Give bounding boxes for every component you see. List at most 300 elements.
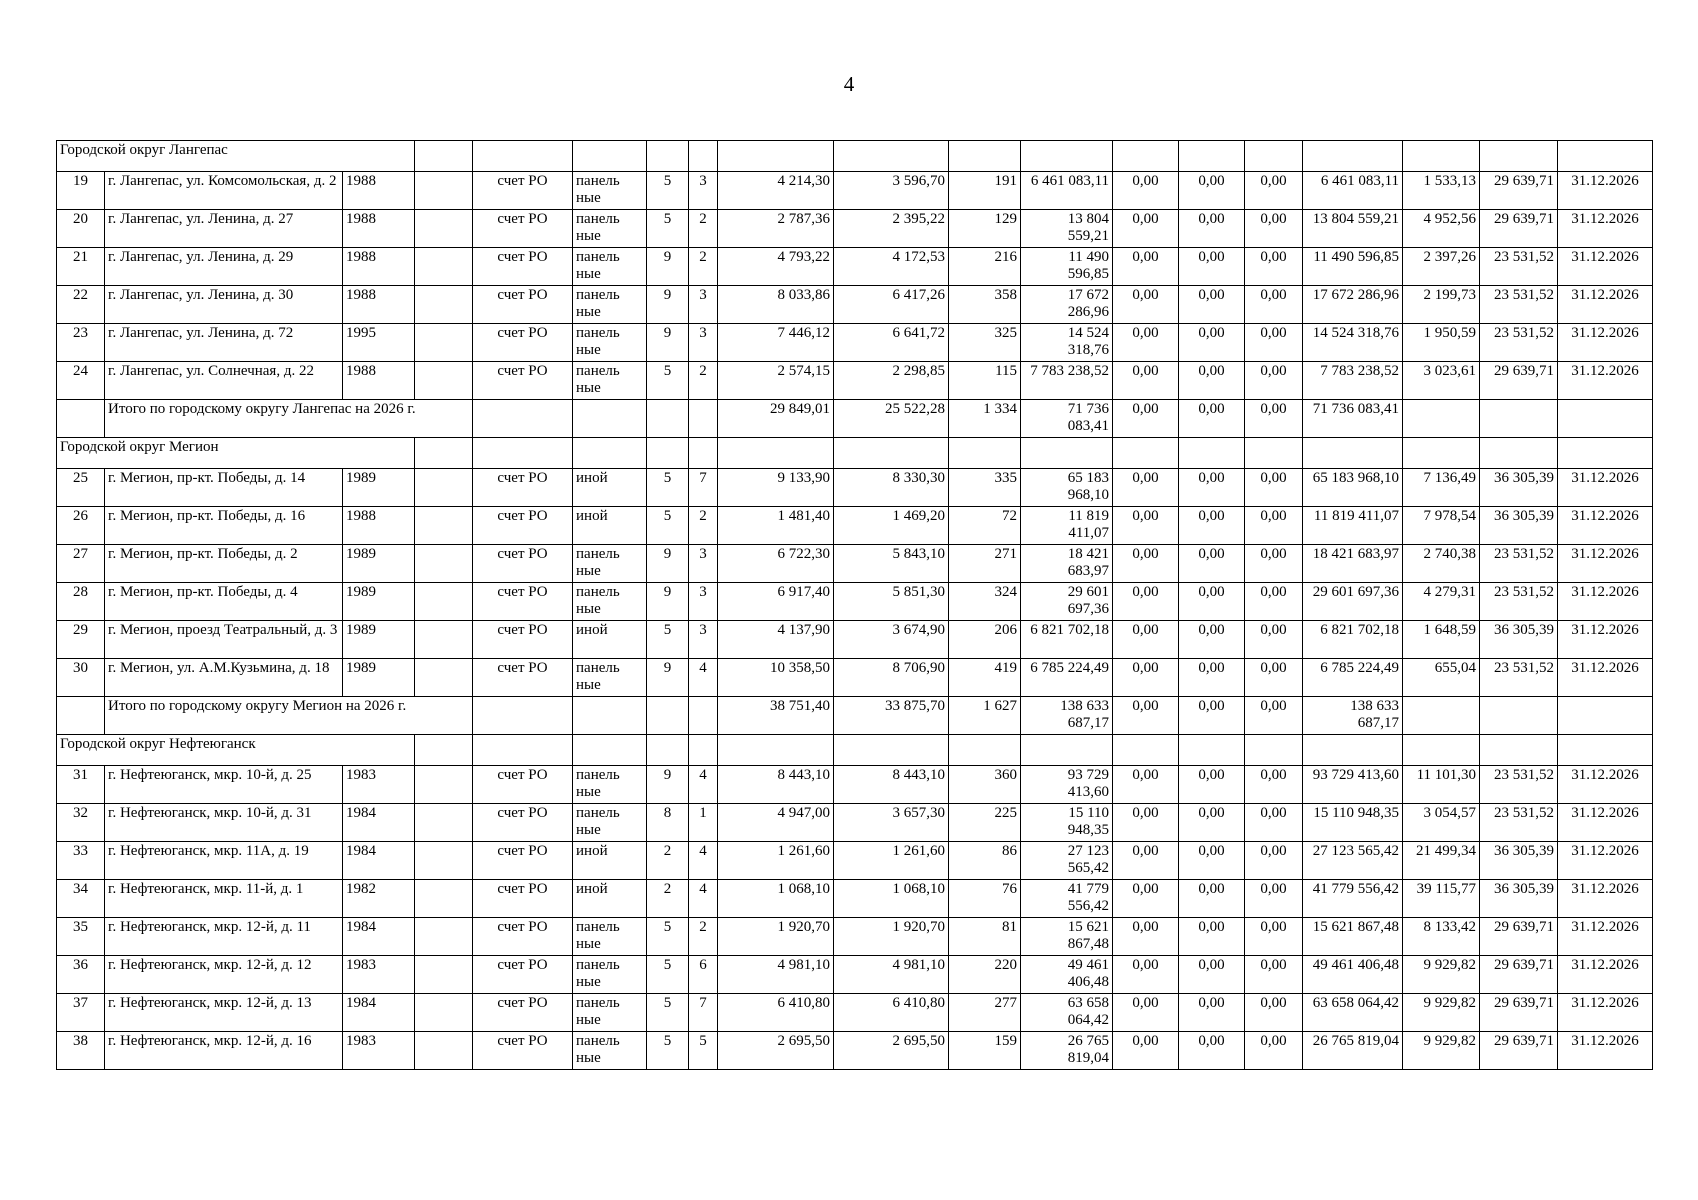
build-year-cell: 1984 [343, 994, 415, 1032]
total-cost-cell: 18 421 683,97 [1021, 545, 1113, 583]
funding-1-cell: 0,00 [1113, 286, 1179, 324]
floors-count-cell: 5 [647, 994, 689, 1032]
table-row [57, 210, 1653, 248]
funding-1-cell: 0,00 [1113, 1032, 1179, 1070]
table-row [57, 324, 1653, 362]
deadline-date-cell: 31.12.2026 [1558, 1032, 1653, 1070]
residents-count-cell: 129 [949, 210, 1021, 248]
table-row [57, 545, 1653, 583]
living-area-cell: 8 330,30 [834, 469, 949, 507]
funding-1-cell: 0,00 [1113, 804, 1179, 842]
living-area-cell: 6 641,72 [834, 324, 949, 362]
deadline-date-cell: 31.12.2026 [1558, 545, 1653, 583]
empty-cell [57, 400, 105, 438]
blank-cell-cell [415, 766, 473, 804]
wall-material-cell: иной [573, 880, 647, 918]
empty-cell [473, 697, 573, 735]
blank-cell-cell [415, 507, 473, 545]
total-cost-cell: 6 461 083,11 [1021, 172, 1113, 210]
living-area-cell: 2 395,22 [834, 210, 949, 248]
build-year-cell: 1988 [343, 362, 415, 400]
funding-1-cell: 0,00 [1113, 880, 1179, 918]
address-cell: г. Лангепас, ул. Солнечная, д. 22 [105, 362, 343, 400]
living-area-cell: 1 068,10 [834, 880, 949, 918]
empty-cell [1403, 400, 1480, 438]
build-year-cell: 1984 [343, 918, 415, 956]
blank-cell-cell [415, 324, 473, 362]
wall-material-cell: панель ные [573, 1032, 647, 1070]
total-area-cell: 4 137,90 [718, 621, 834, 659]
wall-material-cell: панель ные [573, 583, 647, 621]
funding-3-cell: 0,00 [1245, 621, 1303, 659]
funding-3-cell: 0,00 [1245, 918, 1303, 956]
row-number-cell: 25 [57, 469, 105, 507]
row-number-cell: 38 [57, 1032, 105, 1070]
wall-material-cell: панель ные [573, 918, 647, 956]
total-label: Итого по городскому округу Лангепас на 2026 г. [105, 400, 473, 438]
funding-3-cell: 0,00 [1245, 324, 1303, 362]
max-unit-cost-cell: 23 531,52 [1480, 324, 1558, 362]
table-row [57, 248, 1653, 286]
funding-3-cell: 0,00 [1245, 1032, 1303, 1070]
address-cell: г. Мегион, пр-кт. Победы, д. 2 [105, 545, 343, 583]
empty-cell [1179, 438, 1245, 469]
funding-3-cell: 0,00 [1245, 545, 1303, 583]
row-number-cell: 37 [57, 994, 105, 1032]
empty-cell [949, 438, 1021, 469]
deadline-date-cell: 31.12.2026 [1558, 804, 1653, 842]
funding-2-total-cell: 0,00 [1179, 697, 1245, 735]
total-area-cell: 4 214,30 [718, 172, 834, 210]
group-title: Городской округ Мегион [57, 438, 415, 469]
unit-cost-cell: 7 136,49 [1403, 469, 1480, 507]
funding-owners-cell: 15 621 867,48 [1303, 918, 1403, 956]
empty-cell [1179, 141, 1245, 172]
empty-cell [415, 438, 473, 469]
empty-cell [473, 141, 573, 172]
empty-cell [689, 697, 718, 735]
total-cost-cell: 26 765 819,04 [1021, 1032, 1113, 1070]
deadline-date-cell: 31.12.2026 [1558, 956, 1653, 994]
address-cell: г. Нефтеюганск, мкр. 12-й, д. 13 [105, 994, 343, 1032]
total-cost-cell: 41 779 556,42 [1021, 880, 1113, 918]
funding-1-cell: 0,00 [1113, 210, 1179, 248]
empty-cell [1113, 141, 1179, 172]
deadline-date-cell: 31.12.2026 [1558, 583, 1653, 621]
funding-1-cell: 0,00 [1113, 507, 1179, 545]
funding-owners-cell: 27 123 565,42 [1303, 842, 1403, 880]
housing-registry-table [56, 140, 1653, 1070]
address-cell: г. Нефтеюганск, мкр. 10-й, д. 31 [105, 804, 343, 842]
blank-cell-cell [415, 842, 473, 880]
group-total-row [57, 400, 1653, 438]
funding-owners-cell: 11 819 411,07 [1303, 507, 1403, 545]
fund-method-cell: счет РО [473, 583, 573, 621]
build-year-cell: 1995 [343, 324, 415, 362]
max-unit-cost-cell: 23 531,52 [1480, 248, 1558, 286]
empty-cell [573, 697, 647, 735]
empty-cell [647, 141, 689, 172]
living-area-cell: 1 261,60 [834, 842, 949, 880]
entrances-count-cell: 3 [689, 583, 718, 621]
floors-count-cell: 5 [647, 507, 689, 545]
funding-2-cell: 0,00 [1179, 1032, 1245, 1070]
empty-cell [1403, 697, 1480, 735]
group-title: Городской округ Лангепас [57, 141, 415, 172]
unit-cost-cell: 2 199,73 [1403, 286, 1480, 324]
blank-cell-cell [415, 469, 473, 507]
blank-cell-cell [415, 621, 473, 659]
floors-count-cell: 2 [647, 842, 689, 880]
empty-cell [1245, 735, 1303, 766]
total-area-cell: 6 722,30 [718, 545, 834, 583]
entrances-count-cell: 2 [689, 362, 718, 400]
row-number-cell: 34 [57, 880, 105, 918]
residents-count-cell: 159 [949, 1032, 1021, 1070]
funding-3-cell: 0,00 [1245, 842, 1303, 880]
blank-cell-cell [415, 994, 473, 1032]
residents-count-cell: 271 [949, 545, 1021, 583]
funding-2-cell: 0,00 [1179, 621, 1245, 659]
living-area-cell: 1 920,70 [834, 918, 949, 956]
build-year-cell: 1989 [343, 583, 415, 621]
fund-method-cell: счет РО [473, 172, 573, 210]
empty-cell [1021, 141, 1113, 172]
empty-cell [1303, 141, 1403, 172]
registry-body [57, 141, 1653, 1070]
deadline-date-cell: 31.12.2026 [1558, 994, 1653, 1032]
living-area-cell: 3 657,30 [834, 804, 949, 842]
deadline-date-cell: 31.12.2026 [1558, 880, 1653, 918]
table-row [57, 469, 1653, 507]
funding-owners-cell: 65 183 968,10 [1303, 469, 1403, 507]
row-number-cell: 27 [57, 545, 105, 583]
empty-cell [949, 735, 1021, 766]
living-area-cell: 5 843,10 [834, 545, 949, 583]
total-area-cell: 6 410,80 [718, 994, 834, 1032]
empty-cell [1558, 400, 1653, 438]
empty-cell [689, 735, 718, 766]
max-unit-cost-cell: 36 305,39 [1480, 507, 1558, 545]
total-area-cell: 10 358,50 [718, 659, 834, 697]
residents-count-cell: 206 [949, 621, 1021, 659]
entrances-count-cell: 4 [689, 842, 718, 880]
total-area-cell: 1 068,10 [718, 880, 834, 918]
wall-material-cell: панель ные [573, 994, 647, 1032]
deadline-date-cell: 31.12.2026 [1558, 842, 1653, 880]
empty-cell [647, 400, 689, 438]
fund-method-cell: счет РО [473, 766, 573, 804]
blank-cell-cell [415, 286, 473, 324]
blank-cell-cell [415, 172, 473, 210]
max-unit-cost-cell: 29 639,71 [1480, 994, 1558, 1032]
entrances-count-cell: 2 [689, 248, 718, 286]
empty-cell [647, 697, 689, 735]
entrances-count-cell: 5 [689, 1032, 718, 1070]
blank-cell-cell [415, 918, 473, 956]
max-unit-cost-cell: 29 639,71 [1480, 918, 1558, 956]
build-year-cell: 1982 [343, 880, 415, 918]
total-area-cell: 8 443,10 [718, 766, 834, 804]
address-cell: г. Нефтеюганск, мкр. 12-й, д. 11 [105, 918, 343, 956]
blank-cell-cell [415, 804, 473, 842]
floors-count-cell: 9 [647, 545, 689, 583]
funding-3-cell: 0,00 [1245, 583, 1303, 621]
funding-owners-cell: 17 672 286,96 [1303, 286, 1403, 324]
empty-cell [573, 141, 647, 172]
address-cell: г. Мегион, ул. А.М.Кузьмина, д. 18 [105, 659, 343, 697]
table-row [57, 956, 1653, 994]
residents-count-cell: 76 [949, 880, 1021, 918]
empty-cell [718, 141, 834, 172]
empty-cell [473, 400, 573, 438]
residents-count-cell: 81 [949, 918, 1021, 956]
blank-cell-cell [415, 210, 473, 248]
entrances-count-cell: 4 [689, 880, 718, 918]
funding-1-cell: 0,00 [1113, 362, 1179, 400]
funding-owners-cell: 41 779 556,42 [1303, 880, 1403, 918]
funding-1-cell: 0,00 [1113, 469, 1179, 507]
fund-method-cell: счет РО [473, 994, 573, 1032]
wall-material-cell: панель ные [573, 659, 647, 697]
total-cost-cell: 14 524 318,76 [1021, 324, 1113, 362]
deadline-date-cell: 31.12.2026 [1558, 210, 1653, 248]
empty-cell [1480, 735, 1558, 766]
funding-2-cell: 0,00 [1179, 545, 1245, 583]
unit-cost-cell: 1 648,59 [1403, 621, 1480, 659]
empty-cell [1403, 438, 1480, 469]
deadline-date-cell: 31.12.2026 [1558, 621, 1653, 659]
empty-cell [647, 438, 689, 469]
empty-cell [1480, 400, 1558, 438]
row-number-cell: 36 [57, 956, 105, 994]
funding-2-cell: 0,00 [1179, 956, 1245, 994]
unit-cost-cell: 2 740,38 [1403, 545, 1480, 583]
floors-count-cell: 9 [647, 248, 689, 286]
empty-cell [1245, 438, 1303, 469]
empty-cell [718, 438, 834, 469]
residents-count-cell: 72 [949, 507, 1021, 545]
total-area-cell: 2 574,15 [718, 362, 834, 400]
table-row [57, 362, 1653, 400]
funding-3-cell: 0,00 [1245, 507, 1303, 545]
total-area-cell: 6 917,40 [718, 583, 834, 621]
address-cell: г. Лангепас, ул. Комсомольская, д. 2 [105, 172, 343, 210]
residents-count-cell: 220 [949, 956, 1021, 994]
max-unit-cost-cell: 23 531,52 [1480, 545, 1558, 583]
funding-owners-cell: 15 110 948,35 [1303, 804, 1403, 842]
build-year-cell: 1988 [343, 248, 415, 286]
fund-method-cell: счет РО [473, 286, 573, 324]
deadline-date-cell: 31.12.2026 [1558, 286, 1653, 324]
max-unit-cost-cell: 23 531,52 [1480, 583, 1558, 621]
funding-2-cell: 0,00 [1179, 583, 1245, 621]
build-year-cell: 1989 [343, 621, 415, 659]
living-area-cell: 4 981,10 [834, 956, 949, 994]
empty-cell [834, 141, 949, 172]
wall-material-cell: иной [573, 507, 647, 545]
unit-cost-cell: 9 929,82 [1403, 994, 1480, 1032]
empty-cell [573, 735, 647, 766]
build-year-cell: 1989 [343, 659, 415, 697]
fund-method-cell: счет РО [473, 918, 573, 956]
funding-1-cell: 0,00 [1113, 994, 1179, 1032]
living-area-cell: 6 417,26 [834, 286, 949, 324]
unit-cost-cell: 7 978,54 [1403, 507, 1480, 545]
floors-count-cell: 5 [647, 210, 689, 248]
funding-2-cell: 0,00 [1179, 918, 1245, 956]
table-row [57, 583, 1653, 621]
residents-count-total-cell: 1 627 [949, 697, 1021, 735]
living-area-cell: 4 172,53 [834, 248, 949, 286]
funding-3-cell: 0,00 [1245, 956, 1303, 994]
deadline-date-cell: 31.12.2026 [1558, 918, 1653, 956]
total-cost-cell: 6 821 702,18 [1021, 621, 1113, 659]
funding-2-cell: 0,00 [1179, 469, 1245, 507]
total-cost-cell: 65 183 968,10 [1021, 469, 1113, 507]
residents-count-cell: 191 [949, 172, 1021, 210]
wall-material-cell: панель ные [573, 324, 647, 362]
page-number: 4 [843, 72, 855, 96]
total-cost-cell: 11 819 411,07 [1021, 507, 1113, 545]
empty-cell [1303, 438, 1403, 469]
row-number-cell: 26 [57, 507, 105, 545]
funding-1-total-cell: 0,00 [1113, 400, 1179, 438]
total-area-cell: 4 793,22 [718, 248, 834, 286]
deadline-date-cell: 31.12.2026 [1558, 659, 1653, 697]
total-area-total-cell: 38 751,40 [718, 697, 834, 735]
funding-owners-cell: 18 421 683,97 [1303, 545, 1403, 583]
group-header-row [57, 438, 1653, 469]
entrances-count-cell: 2 [689, 210, 718, 248]
funding-2-total-cell: 0,00 [1179, 400, 1245, 438]
living-area-cell: 8 443,10 [834, 766, 949, 804]
empty-cell [834, 735, 949, 766]
entrances-count-cell: 4 [689, 766, 718, 804]
deadline-date-cell: 31.12.2026 [1558, 766, 1653, 804]
empty-cell [573, 400, 647, 438]
entrances-count-cell: 1 [689, 804, 718, 842]
funding-owners-cell: 26 765 819,04 [1303, 1032, 1403, 1070]
entrances-count-cell: 3 [689, 172, 718, 210]
unit-cost-cell: 9 929,82 [1403, 1032, 1480, 1070]
blank-cell-cell [415, 880, 473, 918]
total-cost-cell: 6 785 224,49 [1021, 659, 1113, 697]
residents-count-cell: 419 [949, 659, 1021, 697]
empty-cell [1480, 141, 1558, 172]
blank-cell-cell [415, 362, 473, 400]
table-row [57, 842, 1653, 880]
funding-1-total-cell: 0,00 [1113, 697, 1179, 735]
residents-count-cell: 324 [949, 583, 1021, 621]
entrances-count-cell: 6 [689, 956, 718, 994]
empty-cell [949, 141, 1021, 172]
address-cell: г. Мегион, пр-кт. Победы, д. 14 [105, 469, 343, 507]
row-number-cell: 31 [57, 766, 105, 804]
entrances-count-cell: 4 [689, 659, 718, 697]
unit-cost-cell: 21 499,34 [1403, 842, 1480, 880]
residents-count-cell: 277 [949, 994, 1021, 1032]
funding-2-cell: 0,00 [1179, 507, 1245, 545]
build-year-cell: 1983 [343, 766, 415, 804]
fund-method-cell: счет РО [473, 956, 573, 994]
residents-count-cell: 115 [949, 362, 1021, 400]
address-cell: г. Лангепас, ул. Ленина, д. 29 [105, 248, 343, 286]
floors-count-cell: 9 [647, 583, 689, 621]
total-area-cell: 7 446,12 [718, 324, 834, 362]
entrances-count-cell: 7 [689, 994, 718, 1032]
wall-material-cell: панель ные [573, 545, 647, 583]
row-number-cell: 20 [57, 210, 105, 248]
total-cost-cell: 13 804 559,21 [1021, 210, 1113, 248]
group-header-row [57, 735, 1653, 766]
total-cost-cell: 11 490 596,85 [1021, 248, 1113, 286]
table-row [57, 286, 1653, 324]
max-unit-cost-cell: 23 531,52 [1480, 659, 1558, 697]
blank-cell-cell [415, 659, 473, 697]
funding-2-cell: 0,00 [1179, 248, 1245, 286]
empty-cell [1179, 735, 1245, 766]
residents-count-cell: 216 [949, 248, 1021, 286]
funding-owners-total-cell: 71 736 083,41 [1303, 400, 1403, 438]
funding-owners-cell: 11 490 596,85 [1303, 248, 1403, 286]
row-number-cell: 22 [57, 286, 105, 324]
living-area-cell: 3 596,70 [834, 172, 949, 210]
funding-1-cell: 0,00 [1113, 918, 1179, 956]
floors-count-cell: 5 [647, 469, 689, 507]
funding-2-cell: 0,00 [1179, 172, 1245, 210]
empty-cell [573, 438, 647, 469]
funding-2-cell: 0,00 [1179, 880, 1245, 918]
table-row [57, 659, 1653, 697]
max-unit-cost-cell: 29 639,71 [1480, 210, 1558, 248]
build-year-cell: 1983 [343, 1032, 415, 1070]
funding-1-cell: 0,00 [1113, 659, 1179, 697]
funding-3-cell: 0,00 [1245, 210, 1303, 248]
residents-count-cell: 335 [949, 469, 1021, 507]
entrances-count-cell: 7 [689, 469, 718, 507]
funding-1-cell: 0,00 [1113, 583, 1179, 621]
funding-3-cell: 0,00 [1245, 286, 1303, 324]
funding-3-cell: 0,00 [1245, 172, 1303, 210]
entrances-count-cell: 3 [689, 621, 718, 659]
fund-method-cell: счет РО [473, 545, 573, 583]
empty-cell [1245, 141, 1303, 172]
funding-2-cell: 0,00 [1179, 766, 1245, 804]
total-cost-cell: 27 123 565,42 [1021, 842, 1113, 880]
row-number-cell: 32 [57, 804, 105, 842]
unit-cost-cell: 2 397,26 [1403, 248, 1480, 286]
max-unit-cost-cell: 29 639,71 [1480, 1032, 1558, 1070]
total-cost-cell: 15 110 948,35 [1021, 804, 1113, 842]
total-area-cell: 1 481,40 [718, 507, 834, 545]
address-cell: г. Нефтеюганск, мкр. 11А, д. 19 [105, 842, 343, 880]
funding-3-total-cell: 0,00 [1245, 697, 1303, 735]
empty-cell [1113, 735, 1179, 766]
wall-material-cell: иной [573, 621, 647, 659]
total-cost-total-cell: 138 633 687,17 [1021, 697, 1113, 735]
address-cell: г. Лангепас, ул. Ленина, д. 30 [105, 286, 343, 324]
max-unit-cost-cell: 29 639,71 [1480, 172, 1558, 210]
residents-count-cell: 360 [949, 766, 1021, 804]
address-cell: г. Нефтеюганск, мкр. 11-й, д. 1 [105, 880, 343, 918]
unit-cost-cell: 655,04 [1403, 659, 1480, 697]
floors-count-cell: 9 [647, 286, 689, 324]
funding-3-cell: 0,00 [1245, 766, 1303, 804]
address-cell: г. Лангепас, ул. Ленина, д. 72 [105, 324, 343, 362]
total-area-cell: 2 787,36 [718, 210, 834, 248]
total-cost-cell: 15 621 867,48 [1021, 918, 1113, 956]
